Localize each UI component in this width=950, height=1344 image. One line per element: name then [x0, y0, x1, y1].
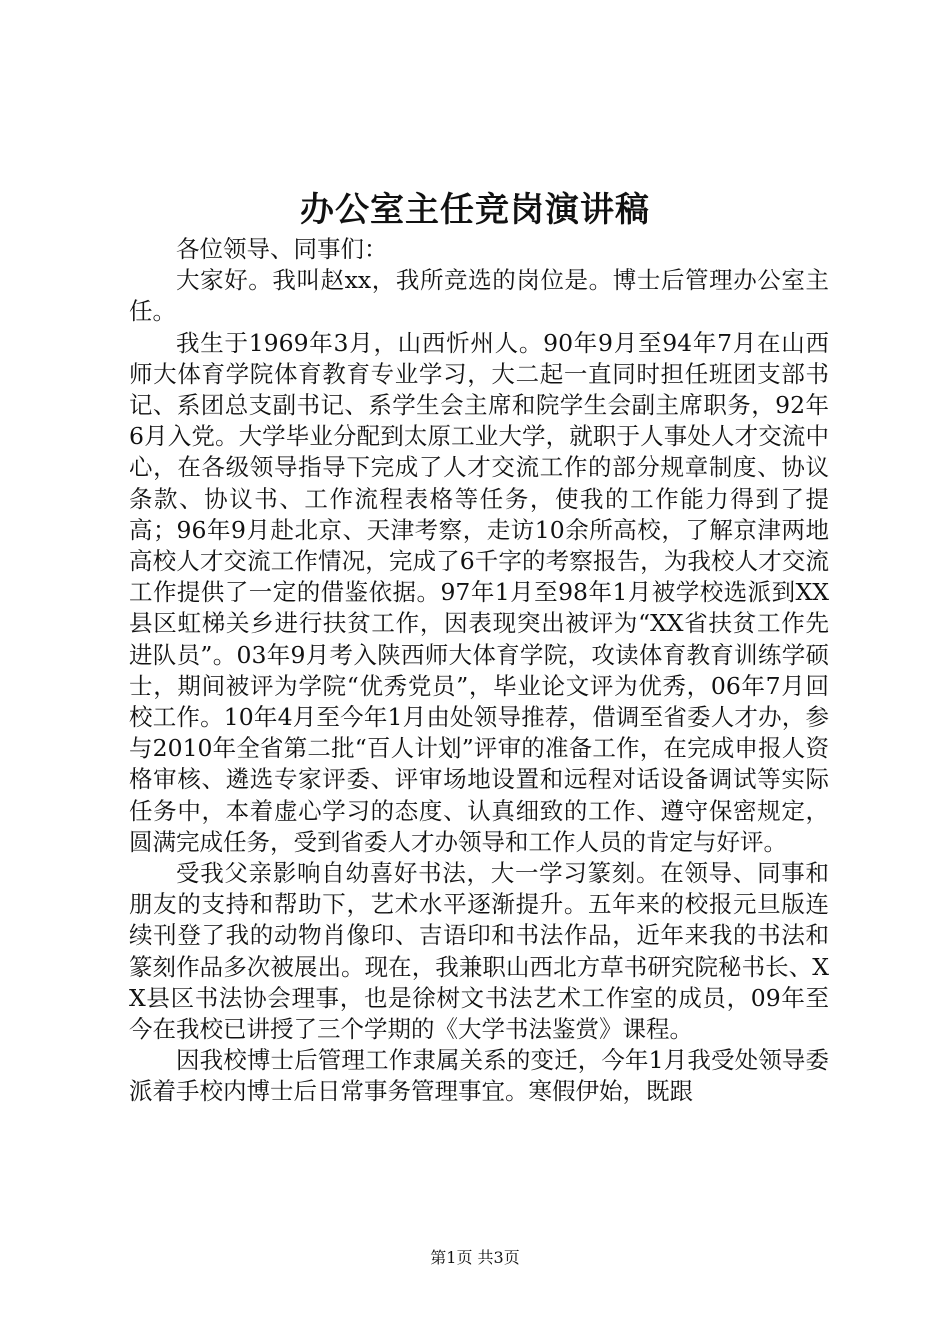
page-number-footer: 第1页 共3页: [430, 1248, 520, 1267]
document-title: 办公室主任竞岗演讲稿: [300, 190, 650, 230]
document-body: [129, 234, 829, 1108]
calligraphy-paragraph: 受我父亲影响自幼喜好书法，大一学习篆刻。在领导、同事和朋友的支持和帮助下，艺术水平逐渐提升。五年来的校报元旦版连续刊登了我的动物肖像印、吉语印和书法作品，近年来我的书法和篆刻作品多次被展出。现在，我兼职山西北方草书研究院秘书长、XX县区书法协会理事，也是徐树文书法艺术工作室的成员，09年至今在我校已讲授了三个学期的《大学书法鉴赏》课程。: [129, 859, 829, 1044]
background-paragraph: 我生于1969年3月，山西忻州人。90年9月至94年7月在山西师大体育学院体育教育专业学习，大二起一直同时担任班团支部书记、系团总支副书记、系学生会主席和院学生会副主席职务，92年6月入党。大学毕业分配到太原工业大学，就职于人事处人才交流中心，在各级领导指导下完成了人才交流工作的部分规章制度、协议条款、协议书、工作流程表格等任务，使我的工作能力得到了提高；96年9月赴北京、天津考察，走访10余所高校，了解京津两地高校人才交流工作情况，完成了6千字的考察报告，为我校人才交流工作提供了一定的借鉴依据。97年1月至98年1月被学校选派到XX县区虹梯关乡进行扶贫工作，因表现突出被评为“XX省扶贫工作先进队员”。03年9月考入陕西师大体育学院，攻读体育教育训练学硕士，期间被评为学院“优秀党员”，毕业论文评为优秀，06年7月回校工作。10年4月至今年1月由处领导推荐，借调至省委人才办，参与2010年全省第二批“百人计划”评审的准备工作，在完成申报人资格审核、遴选专家评委、评审场地设置和远程对话设备调试等实际任务中，本着虚心学习的态度、认真细致的工作、遵守保密规定，圆满完成任务，受到省委人才办领导和工作人员的肯定与好评。: [129, 328, 829, 856]
greeting-paragraph: 大家好。我叫赵xx，我所竞选的岗位是。博士后管理办公室主任。: [129, 266, 829, 326]
salutation-paragraph: 各位领导、同事们：: [176, 235, 388, 263]
postdoc-paragraph: 因我校博士后管理工作隶属关系的变迁，今年1月我受处领导委派着手校内博士后日常事务管理事宜。寒假伊始，既跟: [129, 1046, 829, 1106]
